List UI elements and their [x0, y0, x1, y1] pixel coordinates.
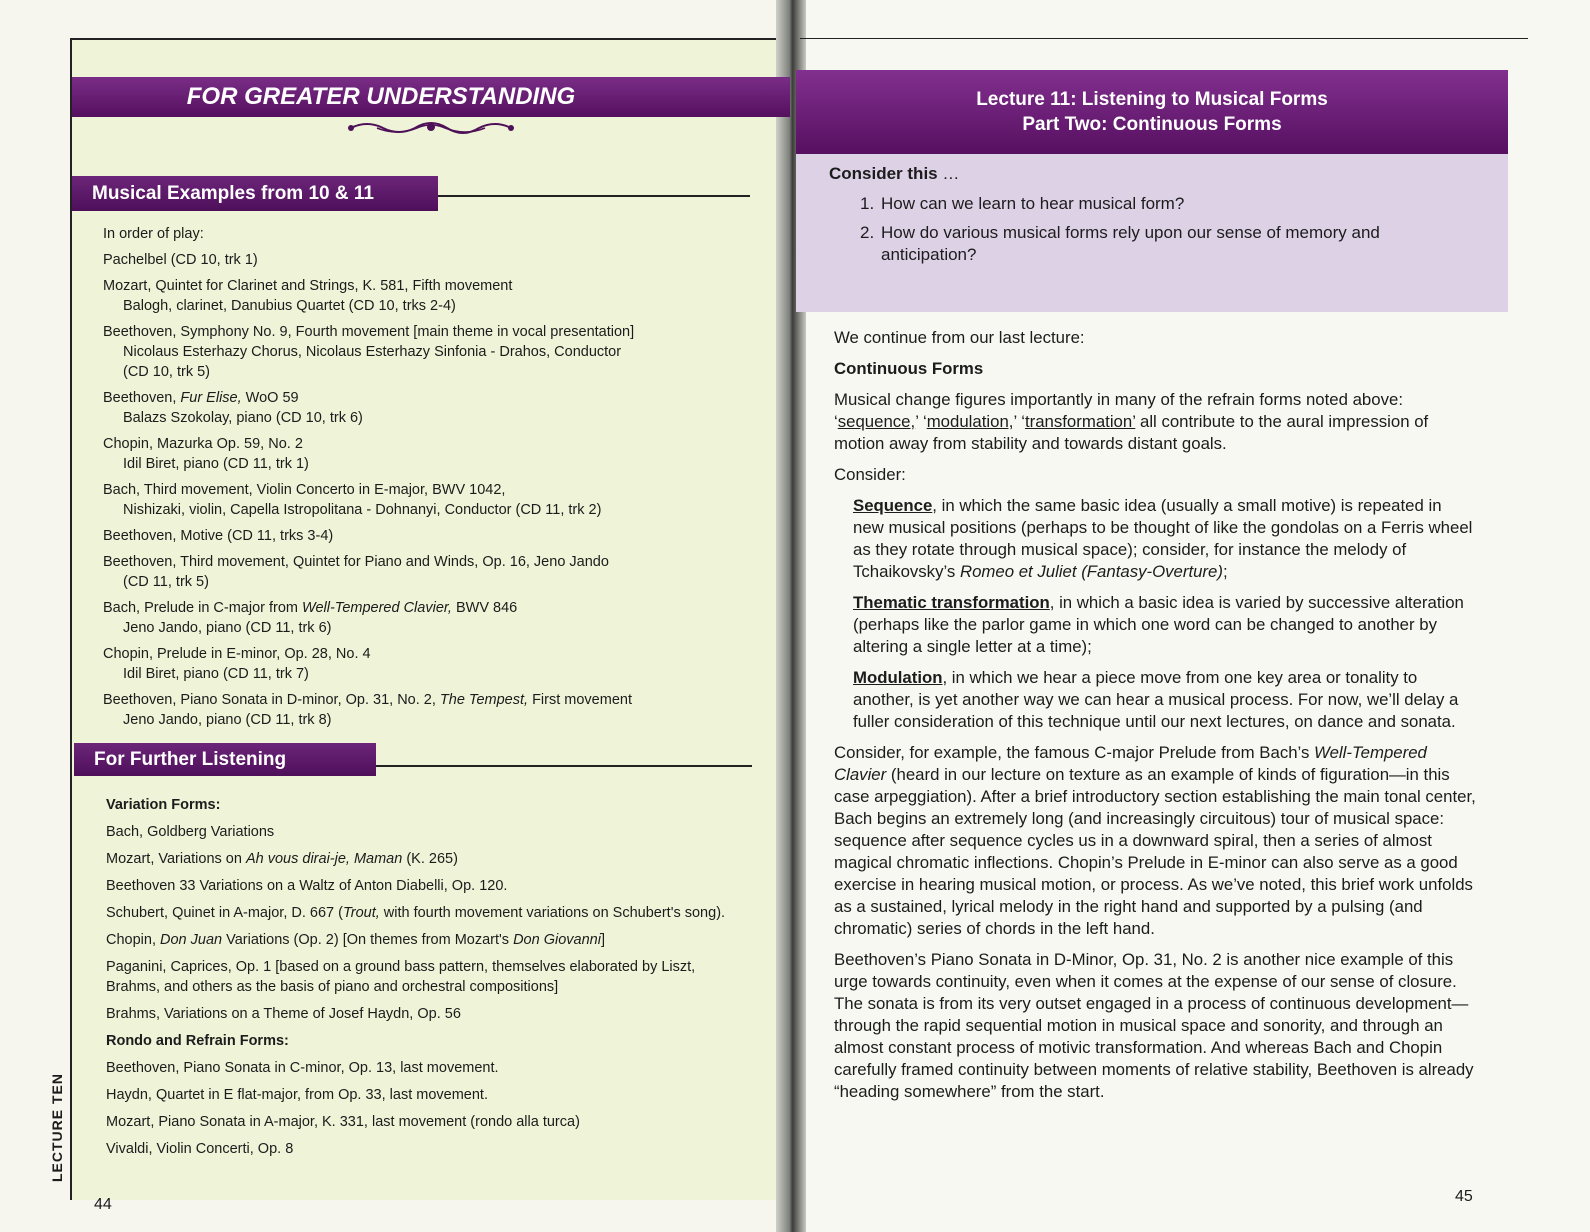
question-item: 1. How can we learn to hear musical form?: [860, 194, 1185, 213]
list-item: Beethoven, Third movement, Quintet for Piano and Winds, Op. 16, Jeno Jando (CD 11, trk 5): [103, 554, 609, 590]
paragraph: Consider, for example, the famous C-major Prelude from Bach’s Well-Tempered Clavier (heard in our lecture on texture as an example of kinds of figuration—in this case arpeggiation). After a brief introductory section establishing the main tonal center, Bach begins an extremely long (and increasingly circuitous) tour of musical space: sequence after sequence cycles us in a downward spiral, then a series of almost magical chromatic inflections. Chopin’s Prelude in E-minor can also serve as a good exercise in hearing musical motion, or process. As we’ve noted, this brief work unfolds as a sustained, lyrical melody in the right hand and supported by a pulsing (and chromatic) series of chords in the left hand.: [834, 743, 1476, 938]
ornament-icon: [347, 118, 515, 138]
list-item: Mozart, Quintet for Clarinet and Strings, K. 581, Fifth movement Balogh, clarinet, Danubius Quartet (CD 10, trks 2-4): [103, 278, 513, 314]
list-item: Beethoven, Motive (CD 11, trks 3-4): [103, 528, 334, 544]
page-number: 45: [1455, 1188, 1473, 1205]
list-item: Paganini, Caprices, Op. 1 [based on a ground bass pattern, themselves elaborated by Liszt, Brahms, and others as the basis of piano and orchestral compositions]: [106, 959, 696, 995]
list-item: Chopin, Don Juan Variations (Op. 2) [On themes from Mozart's Don Giovanni]: [106, 932, 605, 948]
lecture-side-label: LECTURE TEN: [49, 1073, 65, 1182]
paragraph: Beethoven’s Piano Sonata in D-Minor, Op. 31, No. 2 is another nice example of this urge towards continuity, even when it comes at the expense of our sense of closure. The sonata is from its very outset engaged in a process of continuous development—through the rapid sequential motion in musical space and sonority, and through an almost constant process of motivic transformation. And whereas Bach and Chopin carefully framed continuity between moments of relative stability, Beethoven is already “heading somewhere” from the start.: [834, 950, 1474, 1101]
consider-title: Consider this …: [829, 164, 960, 183]
list-item: Bach, Third movement, Violin Concerto in E-major, BWV 1042, Nishizaki, violin, Capella Istropolitana - Dohnanyi, Conductor (CD 11, trk 2): [103, 482, 602, 518]
page-number: 44: [94, 1196, 112, 1213]
question-item: 2. How do various musical forms rely upon our sense of memory and anticipation?: [860, 223, 1380, 264]
subheading: Continuous Forms: [834, 359, 984, 378]
term-definition: Thematic transformation, in which a basic idea is varied by successive alteration (perhaps like the parlor game in which one word can be changed to another by altering a single letter at a time);: [853, 593, 1464, 656]
examples-list: [103, 224, 743, 736]
lecture-title: Lecture 11: Listening to Musical Forms: [976, 89, 1328, 110]
subheading: Rondo and Refrain Forms:: [106, 1033, 289, 1049]
list-item: Mozart, Variations on Ah vous dirai-je, Maman (K. 265): [106, 851, 458, 867]
term-definition: Modulation, in which we hear a piece move from one key area or tonality to another, is yet another way we can hear a musical process. For now, we’ll delay a fuller consideration of this technique until our next lectures, on dance and sonata.: [853, 668, 1459, 731]
list-item: Beethoven, Piano Sonata in D-minor, Op. 31, No. 2, The Tempest, First movement Jeno Jando, piano (CD 11, trk 8): [103, 692, 632, 728]
list-item: Beethoven, Symphony No. 9, Fourth movement [main theme in vocal presentation] Nicolaus Esterhazy Chorus, Nicolaus Esterhazy Sinfonia - Drahos, Conductor (CD 10, trk 5): [103, 324, 635, 380]
lecture-body: [834, 327, 1476, 1112]
order-label: In order of play:: [103, 226, 204, 242]
section-title: Musical Examples from 10 & 11: [92, 182, 374, 204]
list-item: Beethoven, Fur Elise, WoO 59 Balazs Szokolay, piano (CD 10, trk 6): [103, 390, 363, 426]
list-item: Schubert, Quinet in A-major, D. 667 (Trout, with fourth movement variations on Schubert's song).: [106, 905, 726, 921]
section-title: For Further Listening: [94, 748, 287, 770]
section-tab-musical-examples: [72, 176, 438, 211]
list-item: Beethoven, Piano Sonata in C-minor, Op. 13, last movement.: [106, 1060, 499, 1076]
page-title: FOR GREATER UNDERSTANDING: [186, 83, 576, 110]
list-item: Brahms, Variations on a Theme of Josef Haydn, Op. 56: [106, 1006, 461, 1022]
intro-text: We continue from our last lecture:: [834, 328, 1085, 347]
section-tab-further-listening: [74, 743, 376, 776]
lecture-subtitle: Part Two: Continuous Forms: [1022, 114, 1282, 135]
subheading: Variation Forms:: [106, 797, 221, 813]
list-item: Beethoven 33 Variations on a Waltz of Anton Diabelli, Op. 120.: [106, 878, 508, 894]
paragraph: Consider:: [834, 465, 906, 484]
further-listening-list: [106, 795, 746, 1166]
list-item: Chopin, Mazurka Op. 59, No. 2 Idil Biret, piano (CD 11, trk 1): [103, 436, 309, 472]
list-item: Haydn, Quartet in E flat-major, from Op. 33, last movement.: [106, 1087, 488, 1103]
list-item: Vivaldi, Violin Concerti, Op. 8: [106, 1141, 294, 1157]
top-rule: [800, 38, 1528, 39]
list-item: Pachelbel (CD 10, trk 1): [103, 252, 258, 268]
list-item: Bach, Goldberg Variations: [106, 824, 275, 840]
question-list: [860, 193, 1460, 273]
list-item: Mozart, Piano Sonata in A-major, K. 331, last movement (rondo alla turca): [106, 1114, 580, 1130]
header-banner: [72, 77, 790, 117]
term-definition: Sequence, in which the same basic idea (usually a small motive) is repeated in new musical positions (perhaps to be thought of like the gondolas on a Ferris wheel as they rotate through musical space); consider, for instance the melody of Tchaikovsky’s Romeo et Juliet (Fantasy-Overture);: [853, 496, 1473, 581]
paragraph: Musical change figures importantly in many of the refrain forms noted above: ‘sequence,’ ‘modulation,’ ‘transformation’ all contribute to the aural impression of motion away from stability and towards distant goals.: [834, 390, 1429, 453]
divider: [438, 195, 750, 197]
list-item: Chopin, Prelude in E-minor, Op. 28, No. 4 Idil Biret, piano (CD 11, trk 7): [103, 646, 371, 682]
lecture-banner: [796, 70, 1508, 154]
divider: [376, 765, 752, 767]
list-item: Bach, Prelude in C-major from Well-Tempered Clavier, BWV 846 Jeno Jando, piano (CD 11, trk 6): [103, 600, 518, 636]
